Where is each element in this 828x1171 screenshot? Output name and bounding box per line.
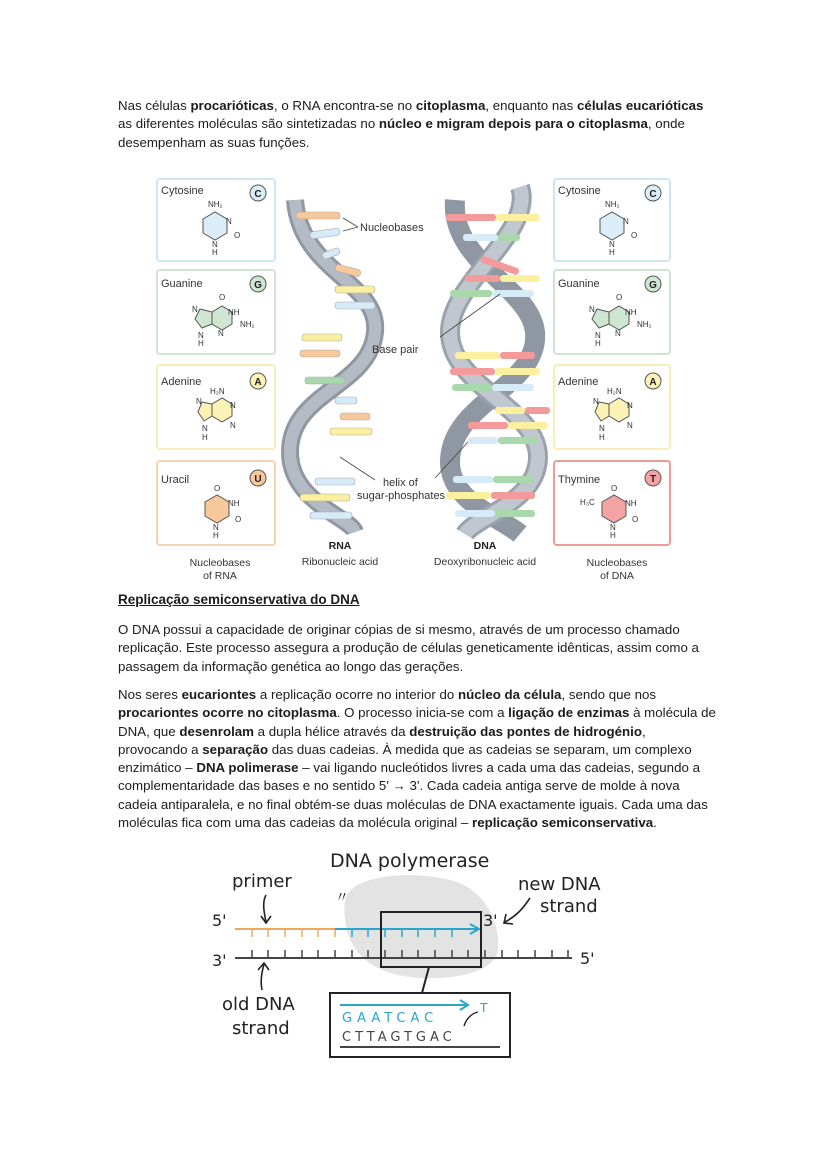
base-letter: T xyxy=(649,474,657,485)
dna-base-pair-right xyxy=(500,275,540,282)
dna-base-card-cytosine xyxy=(554,179,670,261)
chem-label: N xyxy=(593,397,599,406)
text: Nas células xyxy=(118,98,191,113)
rna-nucleobase xyxy=(335,286,375,293)
base-name: Adenine xyxy=(161,376,202,388)
base-name: Uracil xyxy=(161,474,190,486)
rna-helix xyxy=(290,200,375,532)
dna-base-pair-left xyxy=(495,407,525,414)
dna-base-pair-left xyxy=(455,510,495,517)
chem-label: N xyxy=(595,331,601,340)
chem-label: N xyxy=(196,397,202,406)
dna-base-card-adenine xyxy=(554,365,670,449)
chem-label: N xyxy=(213,523,219,532)
bold-text: células eucarióticas xyxy=(577,98,704,113)
base-letter: C xyxy=(649,189,657,200)
chem-label: NH xyxy=(228,308,240,317)
chem-label: N xyxy=(192,305,198,314)
chem-label: H xyxy=(213,531,219,540)
rna-nucleobase xyxy=(340,413,370,420)
dna-base-pair-right xyxy=(492,384,534,391)
primer-label: primer xyxy=(232,871,292,892)
bold-text: ligação de enzimas xyxy=(508,705,630,721)
chem-label: H xyxy=(609,248,615,257)
chem-label: N xyxy=(212,240,218,249)
text: as diferentes moléculas são sintetizadas no xyxy=(118,116,379,132)
rna-nucleobase xyxy=(310,228,341,239)
dna-full-label: Deoxyribonucleic acid xyxy=(433,556,537,568)
dna-base-pair-left xyxy=(452,384,492,391)
rna-nucleobase xyxy=(300,350,340,357)
chem-label: N xyxy=(230,401,236,410)
incoming-nucleotide: T xyxy=(480,1001,488,1015)
dna-base-pair-right xyxy=(525,407,550,414)
chem-label: H₃C xyxy=(580,498,595,507)
chem-label: N xyxy=(623,217,629,226)
chem-label: N xyxy=(218,329,224,338)
rna-nucleobase xyxy=(335,302,375,309)
dna-nucleobases-caption: Nucleobases xyxy=(586,557,648,569)
nucleobases-pointer xyxy=(343,218,358,227)
bold-text: procarióticas xyxy=(190,98,274,113)
rna-full-label: Ribonucleic acid xyxy=(301,556,379,568)
text: a dupla hélice através da xyxy=(253,723,410,739)
rna-nucleobase xyxy=(315,478,355,485)
text: , onde desempenham as suas funções. xyxy=(118,116,685,150)
chem-label: N xyxy=(609,240,615,249)
helix-pointer xyxy=(340,457,375,480)
chem-label: NH₂ xyxy=(208,200,223,209)
base-letter: G xyxy=(649,280,657,291)
dna-base-pair-left xyxy=(468,437,498,444)
chem-label: H xyxy=(202,433,208,442)
chem-label: N xyxy=(610,523,616,532)
rna-label: RNA xyxy=(328,540,352,552)
text: a replicação ocorre no interior do xyxy=(256,687,458,702)
bold-text: replicação semiconservativa xyxy=(472,815,654,831)
bold-text: procariontes ocorre no citoplasma xyxy=(118,705,337,721)
chem-label: O xyxy=(234,231,241,240)
text: Nos seres xyxy=(118,687,182,702)
base-name: Thymine xyxy=(558,474,601,486)
rna-base-card-adenine xyxy=(157,365,275,449)
nucleobases-pointer xyxy=(343,227,358,231)
dna-label: DNA xyxy=(473,540,497,552)
old-strand-label: strand xyxy=(232,1018,290,1039)
dna-base-pair-right xyxy=(498,437,538,444)
text: , enquanto nas xyxy=(485,98,578,113)
text: , o RNA encontra-se no xyxy=(273,98,416,113)
new-strand-label: strand xyxy=(540,896,598,917)
chem-label: H xyxy=(198,339,204,348)
chem-label: O xyxy=(611,484,618,493)
base-letter: A xyxy=(649,377,657,388)
chem-label: N xyxy=(627,401,633,410)
dna-base-pair-right xyxy=(495,510,535,517)
base-name: Guanine xyxy=(161,278,203,290)
dna-base-pair-right xyxy=(493,476,533,483)
five-prime-label: 5' xyxy=(212,911,227,930)
bold-text: eucariontes xyxy=(181,687,257,702)
base-letter: G xyxy=(254,280,262,291)
dna-polymerase-label: DNA polymerase xyxy=(330,850,490,872)
rna-nucleobase xyxy=(302,334,342,341)
bold-text: núcleo da célula xyxy=(457,687,562,702)
primer-strand xyxy=(235,929,335,937)
text: . O processo inicia-se com a xyxy=(336,705,509,721)
chem-label: N xyxy=(202,424,208,433)
chem-label: H₂N xyxy=(607,387,622,396)
base-letter: U xyxy=(254,474,262,485)
dna-base-pair-left xyxy=(468,422,508,429)
chem-label: N xyxy=(589,305,595,314)
base-name: Cytosine xyxy=(558,185,601,197)
nucleic-acid-figure xyxy=(150,172,680,587)
old-strand-label: old DNA xyxy=(222,994,295,1015)
text: , provocando a xyxy=(118,723,646,757)
bold-text: desenrolam xyxy=(179,723,254,739)
dna-base-pair-left xyxy=(463,234,498,241)
dna-base-pair-right xyxy=(496,214,540,221)
dna-base-pair-left xyxy=(453,476,493,483)
dna-base-pair-left xyxy=(446,214,496,221)
three-prime-label: 3' xyxy=(212,951,227,970)
dna-base-pair-left xyxy=(455,352,500,359)
bold-text: destruição das pontes de hidrogénio xyxy=(409,723,642,739)
base-name: Cytosine xyxy=(161,185,204,197)
rna-nucleobases-caption: Nucleobases xyxy=(189,557,251,569)
new-strand-arrow xyxy=(505,898,530,922)
chem-label: NH₂ xyxy=(637,320,652,329)
chem-label: H xyxy=(212,248,218,257)
three-prime-label: 3' xyxy=(483,911,498,930)
new-strand-arrow-head xyxy=(504,914,513,924)
nucleobases-label: Nucleobases xyxy=(360,222,424,234)
rna-nucleobases-caption: of RNA xyxy=(203,570,237,582)
dna-base-card-guanine xyxy=(554,270,670,354)
bold-text: núcleo e migram depois para o citoplasma xyxy=(378,116,648,132)
chem-label: H xyxy=(595,339,601,348)
chem-label: O xyxy=(632,515,639,524)
chem-label: N xyxy=(198,331,204,340)
template-sequence: CTTAGTGAC xyxy=(342,1030,456,1045)
dna-helix xyxy=(446,187,550,534)
chem-label: N xyxy=(226,217,232,226)
base-letter: C xyxy=(254,189,262,200)
chem-label: O xyxy=(631,231,638,240)
dna-nucleobases-caption: of DNA xyxy=(600,570,634,582)
chem-label: N xyxy=(627,421,633,430)
dna-base-pair-left xyxy=(465,275,500,282)
svg-text:〃: 〃 xyxy=(335,890,349,906)
chem-label: O xyxy=(616,293,623,302)
dna-base-pair-right xyxy=(500,352,535,359)
dna-base-pair-right xyxy=(491,492,535,499)
helix-label: helix of xyxy=(383,477,418,489)
rna-base-card-cytosine xyxy=(157,179,275,261)
bold-text: separação xyxy=(202,741,269,757)
bold-text: citoplasma xyxy=(415,98,486,113)
chem-label: H xyxy=(599,433,605,442)
chem-label: N xyxy=(615,329,621,338)
chem-label: NH₂ xyxy=(240,320,255,329)
chem-label: NH xyxy=(625,499,637,508)
dna-base-pair-right xyxy=(508,422,548,429)
text: à molécula de DNA, que xyxy=(118,705,716,739)
dna-base-pair-left xyxy=(450,368,495,375)
dna-base-pair-right xyxy=(492,290,534,297)
rna-nucleobase xyxy=(296,212,340,219)
text: das duas cadeias. À medida que as cadeias se separam, um complexo enzimático – xyxy=(118,741,692,776)
bold-text: DNA polimerase xyxy=(196,760,299,776)
chem-label: NH xyxy=(228,499,240,508)
text: – vai ligando nucleótidos livres a cada uma das cadeias, segundo a complementaridade das bases e no sentido 5' → 3'. Cada cadeia antiga serve de molde à nova cadeia antiparalela, e no final obtém-se duas moléculas de DNA exactamente iguais. Cada uma das moléculas fica com uma das cadeias da molécula original – xyxy=(118,760,708,831)
text: , sendo que nos xyxy=(561,687,657,702)
new-strand-label: new DNA xyxy=(518,874,601,895)
old-strand-arrow xyxy=(261,964,264,990)
replication-intro-paragraph: O DNA possui a capacidade de originar cópias de si mesmo, através de um processo chamado replicação. Este processo assegura a produção de células geneticamente idênticas, assim como a passagem da informação genética ao longo das gerações. xyxy=(118,622,699,674)
dna-replication-figure xyxy=(200,840,620,1070)
five-prime-label: 5' xyxy=(580,949,595,968)
dna-base-pair-right xyxy=(495,368,540,375)
chem-label: H xyxy=(610,531,616,540)
rna-nucleobase xyxy=(330,428,372,435)
dna-base-pair-left xyxy=(450,290,492,297)
rna-nucleobase xyxy=(335,397,357,404)
chem-label: O xyxy=(235,515,242,524)
chem-label: N xyxy=(230,421,236,430)
chem-label: O xyxy=(214,484,221,493)
primer-arrow xyxy=(264,895,266,922)
section-heading: Replicação semiconservativa do DNA xyxy=(118,592,360,607)
helix-label: sugar-phosphates xyxy=(357,490,446,502)
replication-process-paragraph xyxy=(118,686,718,832)
dna-base-pair-left xyxy=(446,492,491,499)
chem-label: N xyxy=(599,424,605,433)
chem-label: NH xyxy=(625,308,637,317)
rna-nucleobase xyxy=(305,377,345,384)
base-letter: A xyxy=(254,377,262,388)
text: . xyxy=(653,815,657,831)
base-name: Adenine xyxy=(558,376,599,388)
chem-label: NH₂ xyxy=(605,200,620,209)
base-name: Guanine xyxy=(558,278,600,290)
dna-base-pair-right xyxy=(498,234,520,241)
new-sequence: GAATCAC xyxy=(342,1011,439,1026)
chem-label: H₂N xyxy=(210,387,225,396)
rna-nucleobase xyxy=(310,512,352,519)
base-pair-label: Base pair xyxy=(372,344,419,356)
dna-base-card-thymine xyxy=(554,461,670,545)
chem-label: O xyxy=(219,293,226,302)
sequence-inset xyxy=(330,993,510,1057)
rna-nucleobase xyxy=(300,494,350,501)
intro-paragraph xyxy=(118,97,718,152)
rna-base-card-guanine xyxy=(157,270,275,354)
rna-base-card-uracil xyxy=(157,461,275,545)
